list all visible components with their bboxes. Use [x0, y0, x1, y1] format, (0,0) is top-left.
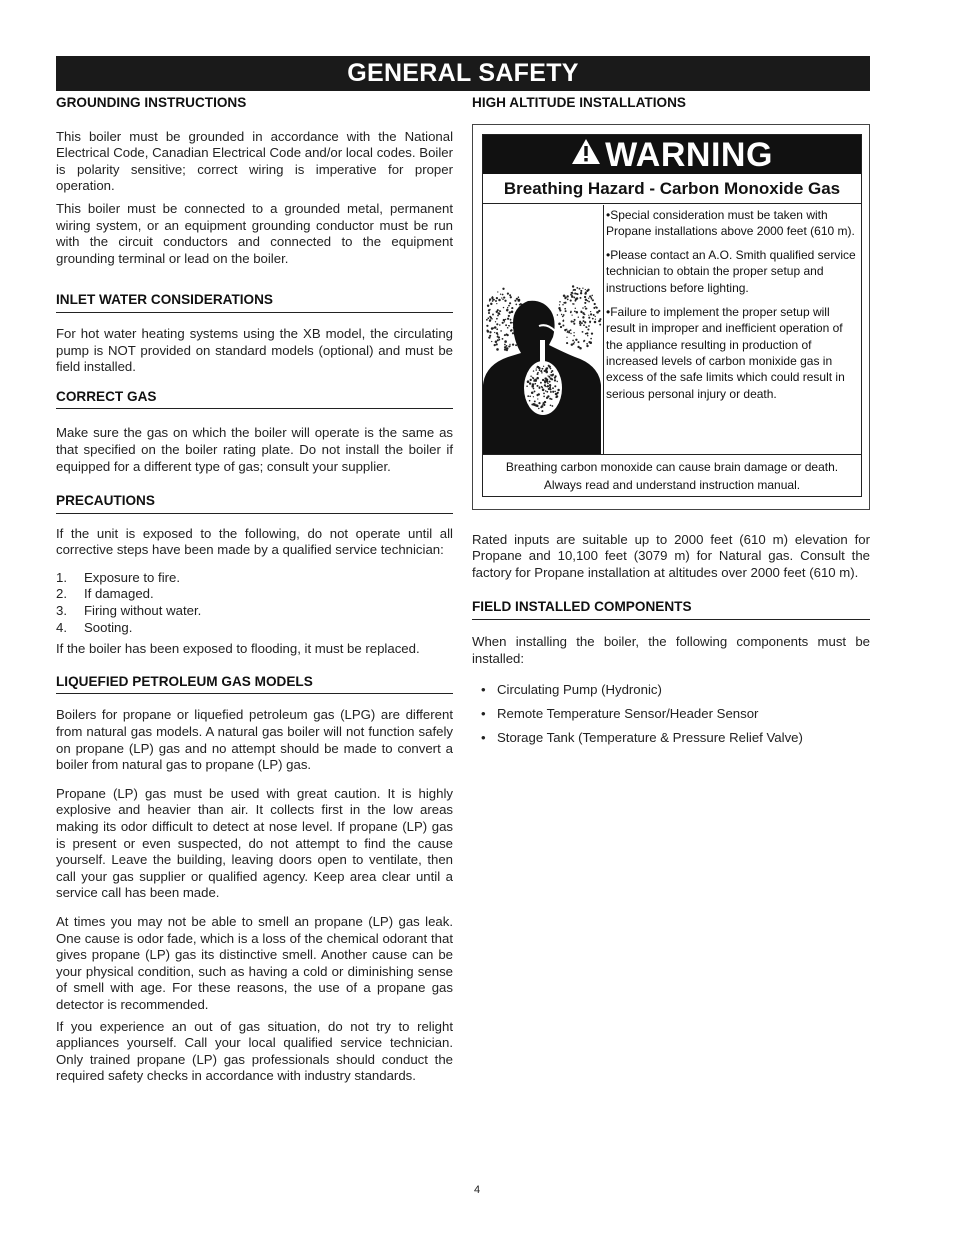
warning-text: [606, 207, 858, 410]
page-title: GENERAL SAFETY: [56, 56, 870, 91]
list-item: • Circulating Pump (Hydronic): [481, 682, 662, 698]
warning-bullet: •Special consideration must be taken with Propane installations above 2000 feet (610 m).: [606, 207, 855, 238]
warning-triangle-icon: [571, 134, 601, 174]
paragraph: This boiler must be grounded in accordance with the National Electrical Code, Canadian Electrical Code and/or local codes. Boiler is polarity sensitive; correct wiring is imperative for proper operation.: [56, 128, 453, 194]
list-item: 4. Sooting.: [56, 619, 133, 635]
paragraph: Make sure the gas on which the boiler will operate is the same as that specified on the boiler rating plate. Do not install the boiler if equipped for a different type of gas; consult your supplier.: [56, 425, 453, 474]
section-heading-lpg: LIQUEFIED PETROLEUM GAS MODELS: [56, 674, 453, 695]
page-number: 4: [473, 1184, 481, 1196]
warning-footer-line: Always read and understand instruction manual.: [543, 477, 801, 492]
paragraph: At times you may not be able to smell an propane (LP) gas leak. One cause is odor fade, which is a loss of the chemical odorant that gives propane (LP) gas its distinctive smell. Another cause can be your physical condition, such as having a cold or diminishing sense of smell with age. For these reasons, the use of a propane gas detector is recommended.: [56, 913, 453, 1012]
paragraph: This boiler must be connected to a grounded metal, permanent wiring system, or an equipment grounding conductor must be run with the circuit conductors and connected to the equipment grounding terminal or lead on the boiler.: [56, 200, 453, 266]
paragraph: For hot water heating systems using the XB model, the circulating pump is NOT provided on standard models (optional) and must be field installed.: [56, 325, 453, 375]
section-heading-grounding: GROUNDING INSTRUCTIONS: [56, 95, 247, 110]
person-breathing-gas-icon: [483, 205, 604, 454]
components-list: [472, 682, 870, 747]
warning-subtitle: Breathing Hazard - Carbon Monoxide Gas: [483, 174, 861, 204]
warning-label: [472, 124, 870, 510]
warning-header: [483, 135, 861, 174]
list-item: 1. Exposure to fire.: [56, 569, 181, 585]
section-heading-high-altitude: HIGH ALTITUDE INSTALLATIONS: [472, 95, 686, 110]
paragraph: When installing the boiler, the following components must be installed:: [472, 633, 870, 666]
left-column: [56, 95, 453, 1085]
warning-footer: [483, 454, 861, 496]
section-heading-precautions: PRECAUTIONS: [56, 493, 453, 514]
section-heading-field-installed: FIELD INSTALLED COMPONENTS: [472, 599, 870, 620]
section-heading-correct-gas: CORRECT GAS: [56, 389, 453, 410]
right-column: [472, 95, 870, 754]
warning-title: WARNING: [605, 135, 773, 174]
section-heading-inlet-water: INLET WATER CONSIDERATIONS: [56, 292, 453, 313]
paragraph: Boilers for propane or liquefied petroleum gas (LPG) are different from natural gas models. A natural gas boiler will not function safely on propane (LP) gas and no attempt should be made to convert a boiler from natural gas to propane (LP) gas.: [56, 707, 453, 773]
paragraph: If you experience an out of gas situation, do not try to relight appliances yourself. Call your local qualified service technician. Only trained propane (LP) gas professionals should conduct the required safety checks in accordance with industry standards.: [56, 1018, 453, 1084]
warning-bullet: •Failure to implement the proper setup will result in improper and inefficient operation of the appliance resulting in production of increased levels of carbon monixide gas in excess of the safe limits which could result in serious personal injury or death.: [606, 305, 845, 401]
list-item: • Storage Tank (Temperature & Pressure Relief Valve): [481, 730, 803, 746]
paragraph: If the unit is exposed to the following, do not operate until all corrective steps have been made by a qualified service technician:: [56, 525, 453, 558]
list-item: 3. Firing without water.: [56, 603, 202, 619]
paragraph: Rated inputs are suitable up to 2000 feet (610 m) elevation for Propane and 10,100 feet (3079 m) for Natural gas. Consult the factory for Propane installation at altitudes over 2000 feet (610 m).: [472, 531, 870, 580]
precautions-list: [56, 570, 453, 636]
paragraph: Propane (LP) gas must be used with great caution. It is highly explosive and heavier than air. It collects first in the low areas making its odor difficult to detect at nose level. If propane (LP) gas is present or even suspected, do not attempt to find the cause yourself. Leave the building, leaving doors open to ventilate, then call your gas supplier or qualified agency. Keep area clear until a service call has been made.: [56, 785, 453, 901]
warning-footer-line: Breathing carbon monoxide can cause brain damage or death.: [505, 459, 839, 474]
paragraph: If the boiler has been exposed to flooding, it must be replaced.: [56, 641, 420, 657]
warning-bullet: •Please contact an A.O. Smith qualified service technician to obtain the proper setup and instructions before lighting.: [606, 248, 856, 295]
list-item: 2. If damaged.: [56, 586, 154, 602]
list-item: • Remote Temperature Sensor/Header Sensor: [481, 706, 759, 722]
